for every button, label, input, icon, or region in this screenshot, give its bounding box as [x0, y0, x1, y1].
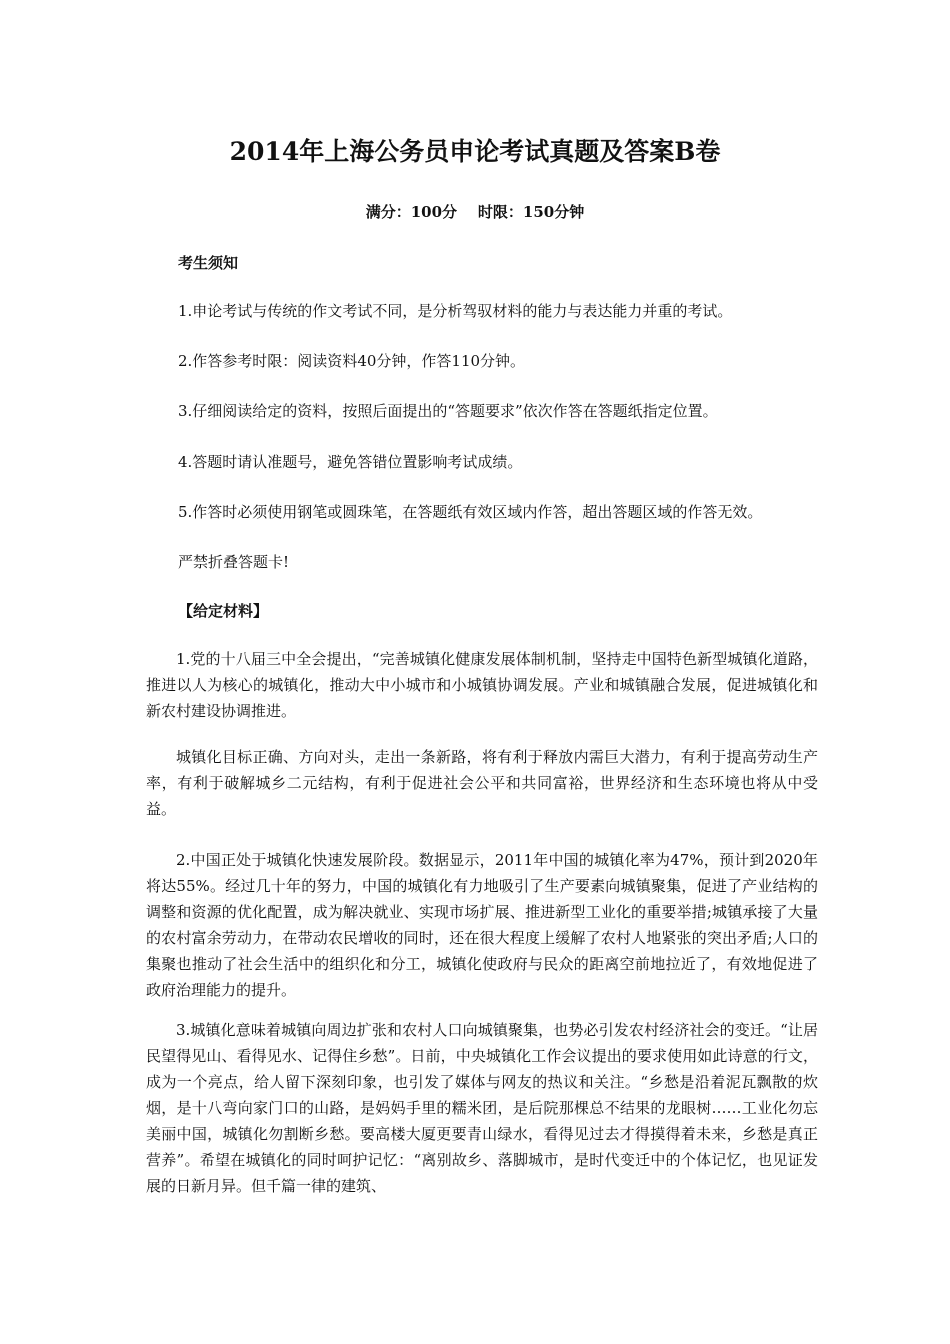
exam-info: 满分：100分 时限：150分钟: [365, 203, 585, 221]
material-paragraph: 城镇化目标正确、方向对头，走出一条新路，将有利于释放内需巨大潜力，有利于提高劳动生产率，有利于破解城乡二元结构，有利于促进社会公平和共同富裕，世界经济和生态环境也将从中受益。: [146, 748, 818, 818]
materials-heading: 【给定材料】: [178, 602, 269, 620]
notice-heading: 考生须知: [178, 254, 239, 272]
document-title: 2014年上海公务员申论考试真题及答案B卷: [229, 137, 721, 166]
material-paragraph: 2.中国正处于城镇化快速发展阶段。数据显示，2011年中国的城镇化率为47%，预计到2020年将达55%。经过几十年的努力，中国的城镇化有力地吸引了生产要素向城镇聚集，促进了产业结构的调整和资源的优化配置，成为解决就业、实现市场扩展、推进新型工业化的重要举措;城镇承接了大量的农村富余劳动力，在带动农民增收的同时，还在很大程度上缓解了农村人地紧张的突出矛盾;人口的集聚也推动了社会生活中的组织化和分工，城镇化使政府与民众的距离空前地拉近了，有效地促进了政府治理能力的提升。: [146, 851, 818, 999]
notice-item: 2.作答参考时限：阅读资料40分钟，作答110分钟。: [178, 352, 526, 370]
notice-warning: 严禁折叠答题卡!: [178, 553, 290, 571]
notice-item: 4.答题时请认准题号，避免答错位置影响考试成绩。: [178, 453, 523, 471]
material-paragraph: 3.城镇化意味着城镇向周边扩张和农村人口向城镇聚集，也势必引发农村经济社会的变迁。“让居民望得见山、看得见水、记得住乡愁”。日前，中央城镇化工作会议提出的要求使用如此诗意的行文，成为一个亮点，给人留下深刻印象，也引发了媒体与网友的热议和关注。“乡愁是沿着泥瓦飘散的炊烟，是十八弯向家门口的山路，是妈妈手里的糯米团，是后院那棵总不结果的龙眼树……工业化勿忘美丽中国，城镇化勿割断乡愁。要高楼大厦更要青山绿水，看得见过去才得摸得着未来，乡愁是真正营养”。希望在城镇化的同时呵护记忆：“离别故乡、落脚城市，是时代变迁中的个体记忆，也见证发展的日新月异。但千篇一律的建筑、: [146, 1021, 818, 1195]
notice-item: 3.仔细阅读给定的资料，按照后面提出的“答题要求”依次作答在答题纸指定位置。: [178, 402, 718, 420]
notice-item: 1.申论考试与传统的作文考试不同，是分析驾驭材料的能力与表达能力并重的考试。: [178, 302, 733, 320]
notice-item: 5.作答时必须使用钢笔或圆珠笔，在答题纸有效区域内作答，超出答题区域的作答无效。: [178, 503, 763, 521]
material-paragraph: 1.党的十八届三中全会提出，“完善城镇化健康发展体制机制，坚持走中国特色新型城镇化道路，推进以人为核心的城镇化，推动大中小城市和小城镇协调发展。产业和城镇融合发展，促进城镇化和新农村建设协调推进。: [146, 650, 818, 720]
